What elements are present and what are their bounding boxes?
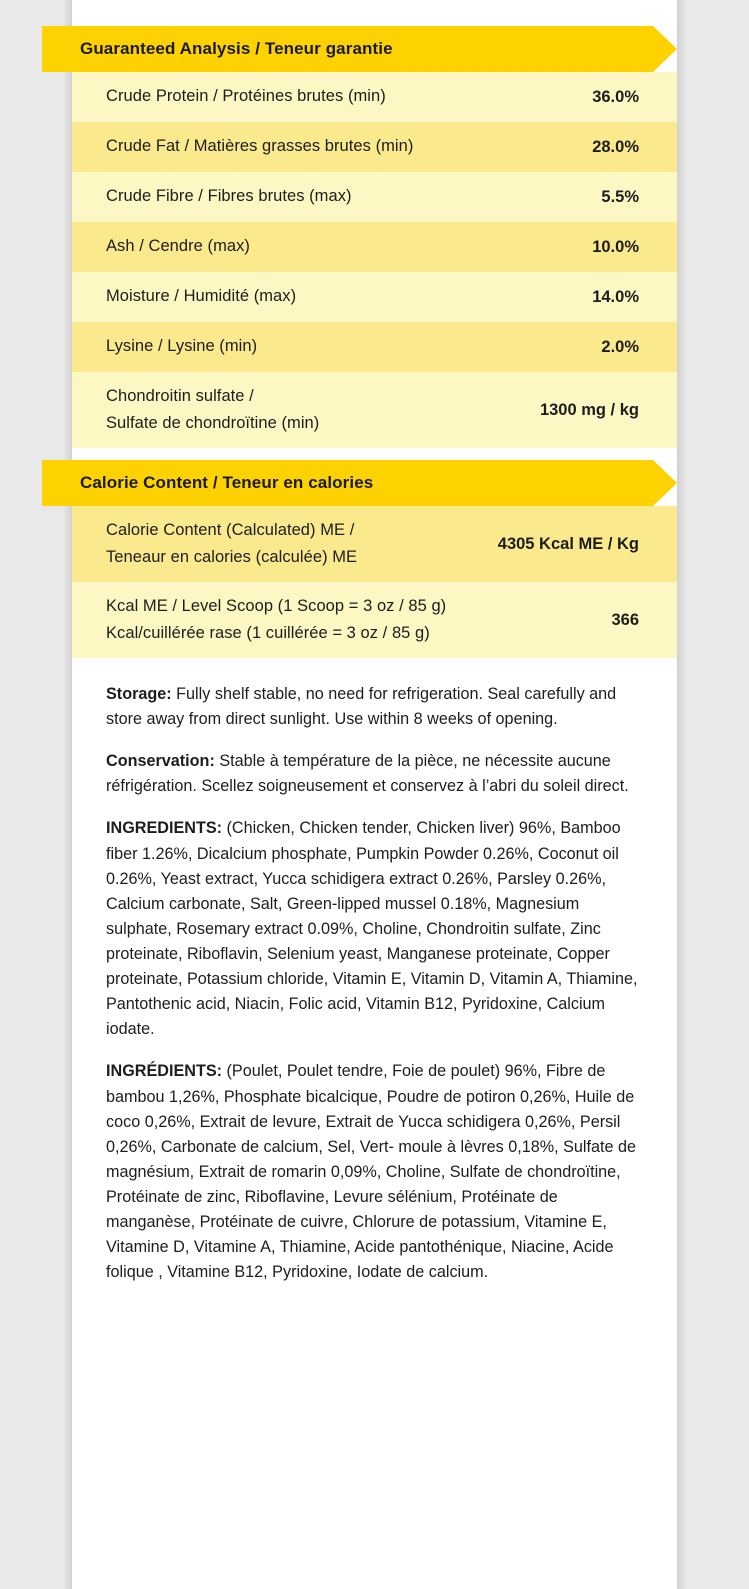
row-label: Crude Fat / Matières grasses brutes (min) <box>106 137 414 156</box>
row-label-line-1: Chondroitin sulfate / <box>106 387 254 406</box>
row-label <box>106 517 357 570</box>
row-value: 36.0% <box>592 87 639 106</box>
row-label-line-1: Calorie Content (Calculated) ME / <box>106 521 355 540</box>
storage-paragraph <box>106 682 643 732</box>
ingredients-en-paragraph <box>106 816 643 1042</box>
ingredients-fr-text: (Poulet, Poulet tendre, Foie de poulet) 96%, Fibre de bambou 1,26%, Phosphate bicalcique, Poudre de potiron 0,26%, Huile de coco 0,26%, Extrait de levure, Extrait de Yucca schidigera 0,26%, Persil 0,26%, Carbonate de calcium, Sel, Vert- moule à lèvres 0,18%, Sulfate de magnésium, Extrait de romarin 0,09%, Choline, Sulfate de chondroïtine, Protéinate de zinc, Riboflavine, Levure sélénium, Protéinate de manganèse, Protéinate de cuivre, Chlorure de potassium, Vitamine E, Vitamine D, Vitamine A, Thiamine, Acide pantothénique, Niacine, Acide folique , Vitamine B12, Pyridoxine, Iodate de calcium. <box>106 1062 636 1282</box>
row-label <box>106 593 446 646</box>
guaranteed-analysis-rows <box>72 72 677 448</box>
section-heading-banner <box>42 26 677 72</box>
table-row <box>72 322 677 372</box>
row-label: Moisture / Humidité (max) <box>106 287 297 306</box>
page-edge-shadow-left <box>64 0 72 1589</box>
ingredients-en-text: (Chicken, Chicken tender, Chicken liver) 96%, Bamboo fiber 1.26%, Dicalcium phosphate, Pumpkin Powder 0.26%, Coconut oil 0.26%, Yeast extract, Yucca schidigera extract 0.26%, Parsley 0.26%, Calcium carbonate, Salt, Green-lipped mussel 0.18%, Magnesium sulphate, Rosemary extract 0.09%, Choline, Chondroitin sulfate, Zinc proteinate, Riboflavin, Selenium yeast, Manganese proteinate, Copper proteinate, Potassium chloride, Vitamin E, Vitamin D, Vitamin A, Thiamine, Pantothenic acid, Niacin, Folic acid, Vitamin B12, Pyridoxine, Calcium iodate. <box>106 819 638 1039</box>
table-row <box>72 222 677 272</box>
section-heading-text: Guaranteed Analysis / Teneur garantie <box>80 39 393 58</box>
row-label: Crude Fibre / Fibres brutes (max) <box>106 187 352 206</box>
row-value: 4305 Kcal ME / Kg <box>497 534 639 553</box>
notes-and-ingredients <box>72 658 677 1285</box>
table-row <box>72 172 677 222</box>
row-label: Ash / Cendre (max) <box>106 237 250 256</box>
conservation-text: Stable à température de la pièce, ne nécessite aucune réfrigération. Scellez soigneusement et conservez à l’abri du soleil direct. <box>106 752 629 796</box>
row-value: 1300 mg / kg <box>539 400 639 419</box>
table-row <box>72 372 677 448</box>
row-label-line-2: Teneaur en calories (calculée) ME <box>106 548 358 566</box>
row-label <box>106 383 319 436</box>
row-label-line-2: Sulfate de chondroïtine (min) <box>106 414 320 432</box>
table-row <box>72 272 677 322</box>
calorie-content-rows <box>72 506 677 658</box>
table-row <box>72 582 677 658</box>
ingredients-en-label: INGREDIENTS: <box>106 819 223 838</box>
conservation-label: Conservation: <box>106 752 215 771</box>
section-heading-text: Calorie Content / Teneur en calories <box>80 473 374 492</box>
section-calorie-content <box>72 460 677 658</box>
page-edge-shadow-right <box>677 0 687 1589</box>
nutrition-label-page <box>72 0 677 1589</box>
section-guaranteed-analysis <box>72 26 677 448</box>
ingredients-fr-label: INGRÉDIENTS: <box>106 1062 223 1081</box>
row-value: 366 <box>611 610 639 629</box>
row-label-line-2: Kcal/cuillérée rase (1 cuillérée = 3 oz / 85 g) <box>106 624 430 642</box>
row-value: 5.5% <box>601 187 639 206</box>
storage-text: Fully shelf stable, no need for refrigeration. Seal carefully and store away from direct sunlight. Use within 8 weeks of opening. <box>106 685 617 729</box>
row-value: 28.0% <box>592 137 639 156</box>
row-label-line-1: Kcal ME / Level Scoop (1 Scoop = 3 oz / 85 g) <box>106 597 447 616</box>
row-value: 2.0% <box>601 337 639 356</box>
row-value: 14.0% <box>592 287 639 306</box>
storage-label: Storage: <box>106 685 172 703</box>
ingredients-fr-paragraph <box>106 1059 643 1285</box>
row-label: Lysine / Lysine (min) <box>106 337 258 356</box>
conservation-paragraph <box>106 749 643 799</box>
table-row <box>72 506 677 582</box>
section-heading-banner <box>42 460 677 506</box>
row-label: Crude Protein / Protéines brutes (min) <box>106 87 386 106</box>
table-row <box>72 72 677 122</box>
table-row <box>72 122 677 172</box>
row-value: 10.0% <box>592 237 639 256</box>
